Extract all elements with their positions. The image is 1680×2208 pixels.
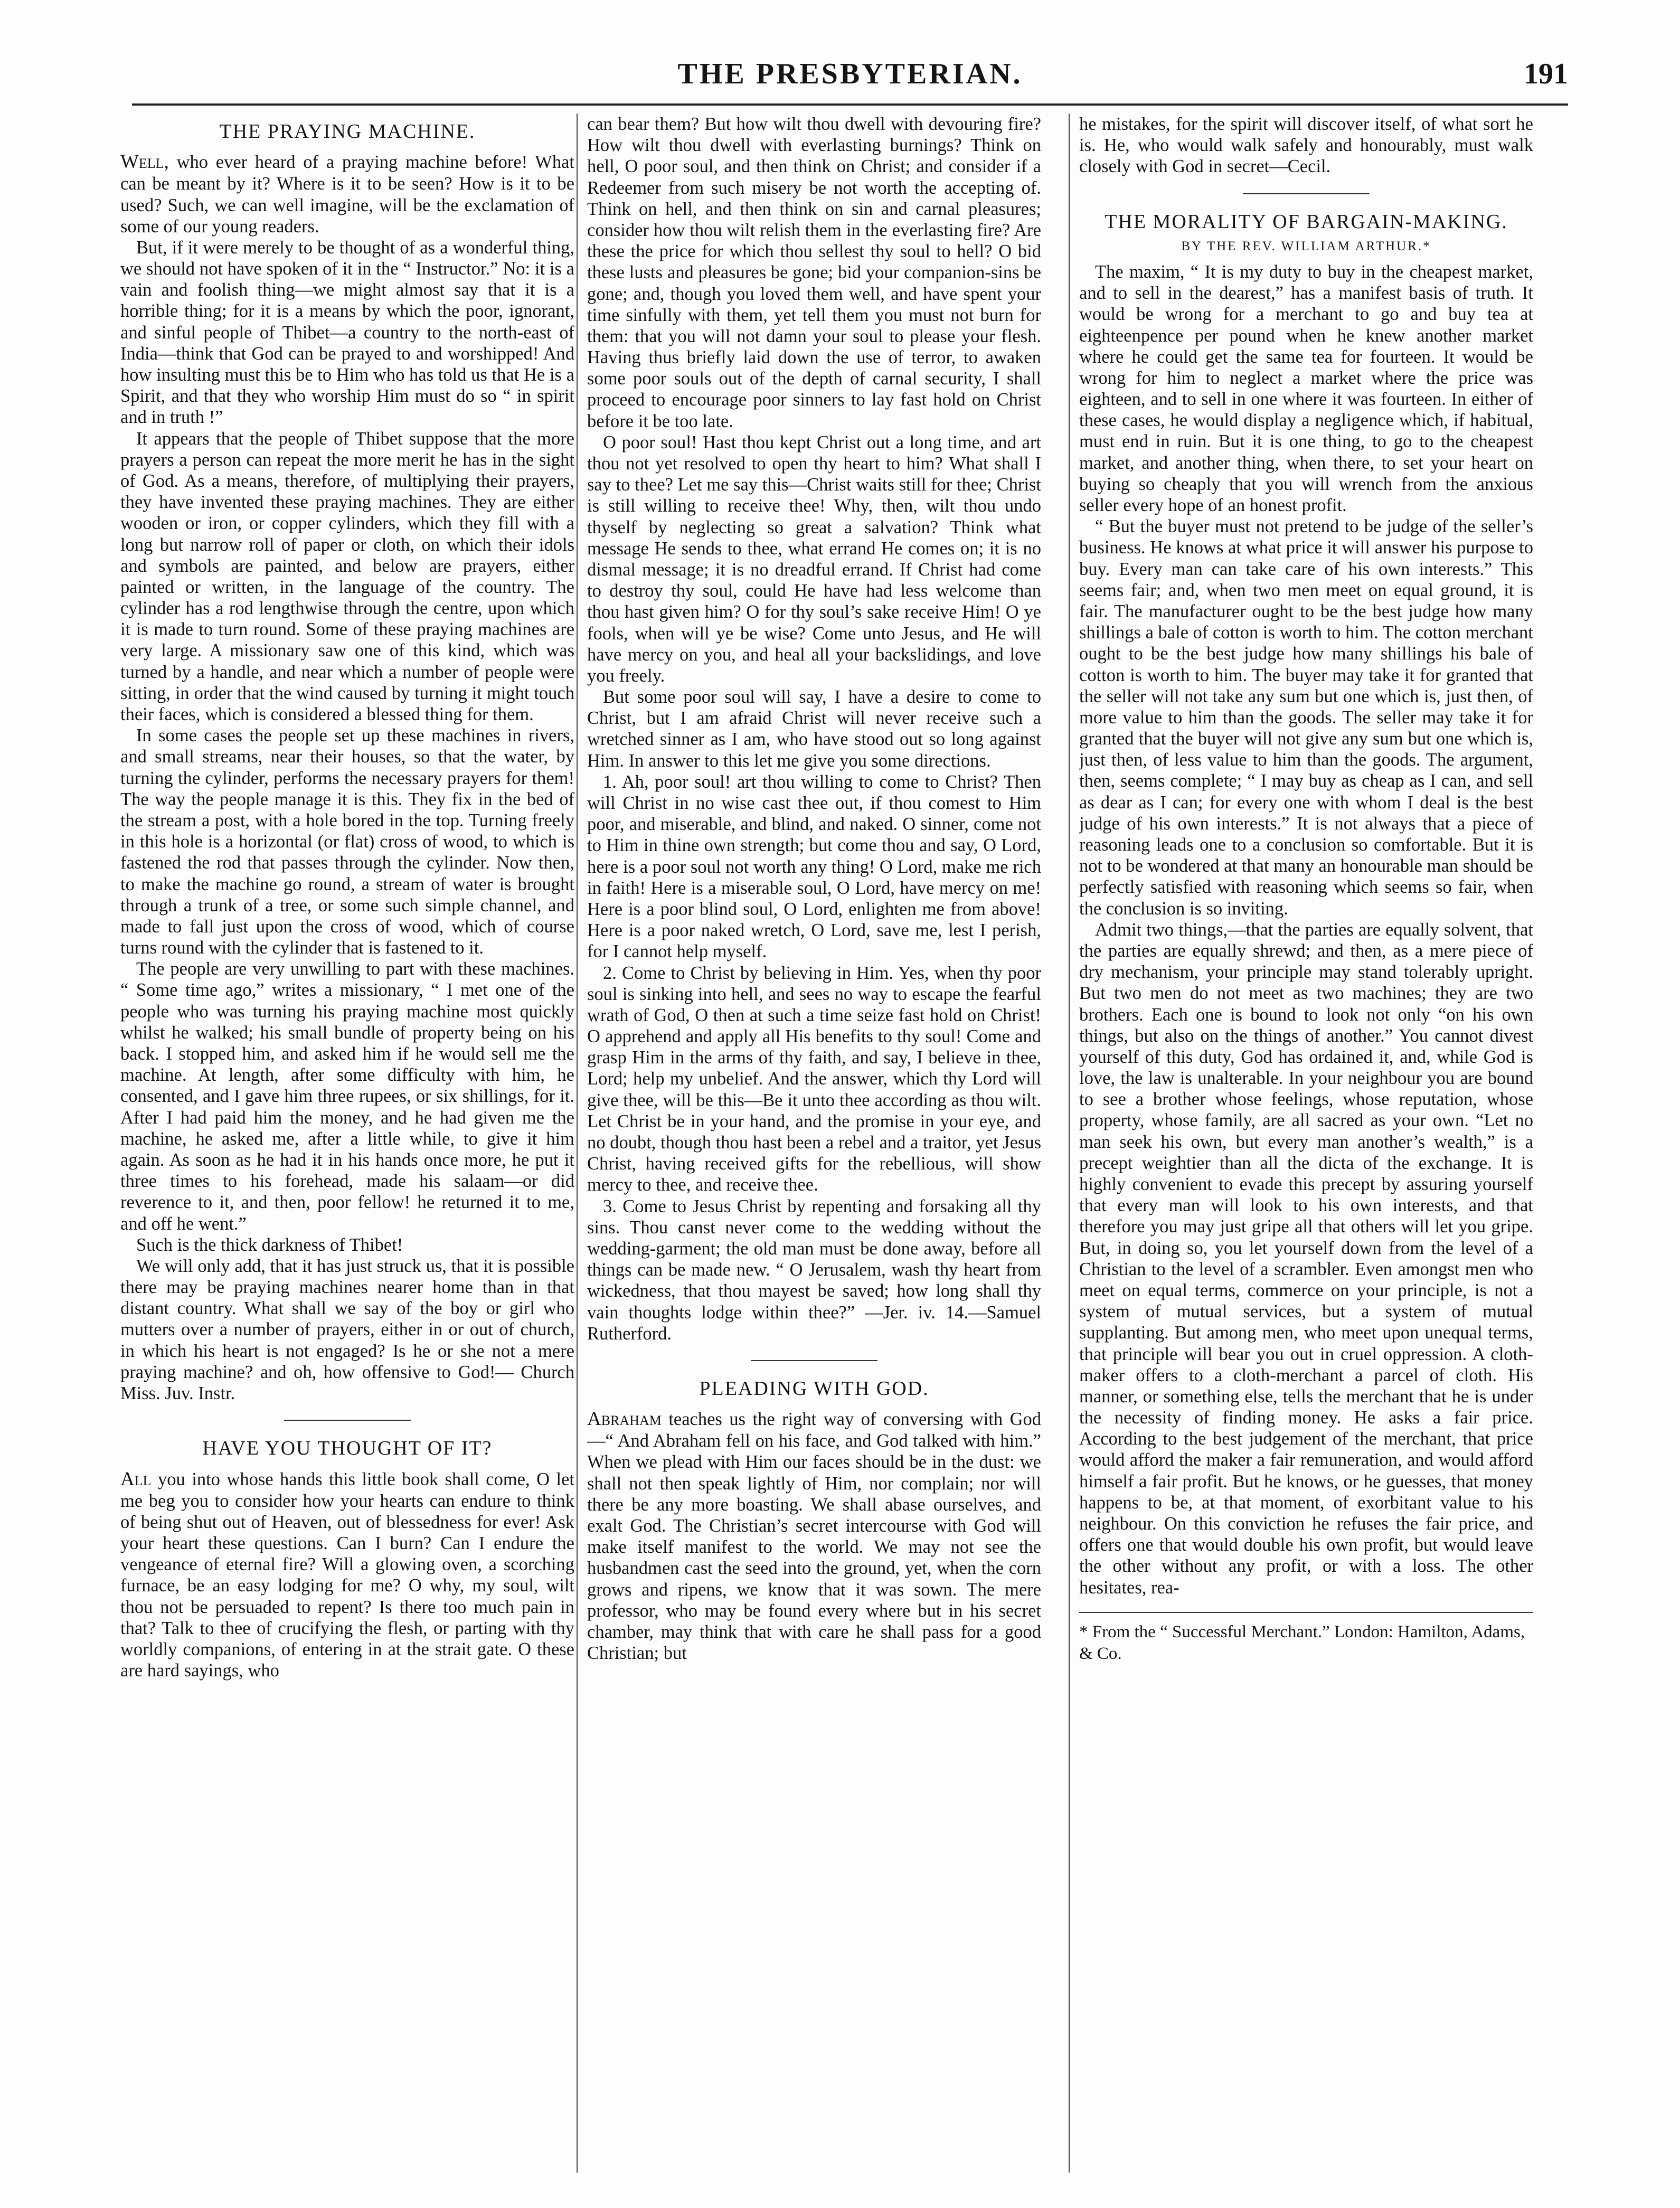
paragraph: The people are very unwilling to part with these machines. “ Some time ago,” writes a missionary, “ I met one of the people who was turning his praying machine most quickly whilst he walked; his small bundle of property being on his back. I stopped him, and asked him if he would sell me the machine. At length, after some difficulty with him, he consented, and I gave him three rupees, or six shillings, for it. After I had paid him the money, and he had given me the machine, he asked me, after a little while, to give it him again. As soon as he had it in his hands once more, he put it three times to his forehead, made his salaam—or did reverence to it, and then, poor fellow! he returned it to me, and off he went.” bbox=[120, 959, 574, 1234]
paragraph: The maxim, “ It is my duty to buy in the cheapest market, and to sell in the dearest,” has a manifest basis of truth. It would be wrong for a merchant to go and buy tea at eighteenpence per pound when he knew another market where he could get the same tea for fourteen. It would be wrong for him to neglect a market where the price was eighteen, and to sell in one where it was fourteen. In either of these cases, he would display a negligence which, if habitual, must end in ruin. But it is one thing, to go to the cheapest market, and another thing, when there, to set your heart on buying so cheaply that you will wrench from the anxious seller every hope of an honest profit. bbox=[1079, 261, 1533, 516]
paragraph: O poor soul! Hast thou kept Christ out a long time, and art thou not yet resolved to open thy heart to him? What shall I say to thee? Let me say this—Christ waits still for thee; Christ is still willing to receive thee! Why, then, wilt thou undo thyself by neglecting so great a salvation? Think what message He sends to thee, what errand He comes on; it is no dismal message; it is no dreadful errand. If Christ had come to destroy thy soul, could He have had less welcome than thou hast given him? O for thy soul’s sake receive Him! O ye fools, when will ye be wise? Come unto Jesus, and He will have mercy on you, and heal all your backslidings, and love you freely. bbox=[587, 432, 1041, 686]
footnote-rule bbox=[1079, 1612, 1533, 1613]
column-right bbox=[1079, 114, 1533, 2183]
paragraph-text: teaches us the right way of conversing with God—“ And Abraham fell on his face, and God talked with him.” When we plead with Him our faces should be in the dust: we shall not then speak lightly of Him, nor complain; nor will there be any more boasting. We shall abase ourselves, and exalt God. The Christian’s secret intercourse with God will make itself manifest to the world. We may not see the husbandmen cast the seed into the ground, yet, when the corn grows and ripens, we know that it was sown. The mere professor, who may be found every where but in his secret chamber, may think that with care he shall pass for a good Christian; but bbox=[587, 1409, 1041, 1664]
paragraph-text: who ever heard of a praying machine before! What can be meant by it? Where is it to be seen? How is it to be used? Such, we can well imagine, will be the exclamation of some of our young readers. bbox=[120, 152, 574, 237]
paragraph: he mistakes, for the spirit will discover itself, of what sort he is. He, who would walk safely and honourably, must walk closely with God in secret—Cecil. bbox=[1079, 114, 1533, 177]
paragraph: 3. Come to Jesus Christ by repenting and forsaking all thy sins. Thou canst never come to the wedding without the wedding-garment; the old man must be done away, before all things can be made new. “ O Jerusalem, wash thy heart from wickedness, that thou mayest be saved; how long shall thy vain thoughts lodge within thee?” —Jer. iv. 14.—Samuel Rutherford. bbox=[587, 1196, 1041, 1344]
column-middle bbox=[587, 114, 1041, 2183]
paragraph: can bear them? But how wilt thou dwell with devouring fire? How wilt thou dwell with everlasting burnings? Think on hell, O poor soul, and then think on Christ; and consider if a Redeemer from such misery be not worth the accepting of. Think on hell, and then think on sin and carnal pleasures; consider how thou wilt relish them in the everlasting fire? Are these the price for which thou sellest thy soul to hell? O bid these lusts and pleasures be gone; bid your companion-sins be gone; and, though you loved them well, and have spent your time sinfully with them, yet tell them you must not burn for them: that you will not damn your soul to please your flesh. Having thus briefly laid down the use of terror, to awaken some poor souls out of the depth of carnal security, I shall proceed to encourage poor sinners to lay fast hold on Christ before it be too late. bbox=[587, 114, 1041, 431]
paragraph: “ But the buyer must not pretend to be judge of the seller’s business. He knows at what price it will answer his purpose to buy. Every man can take care of his own interests.” This seems fair; and, when two men meet on equal ground, it is fair. The manufacturer ought to be the best judge how many shillings a bale of cotton is worth to him. The cotton merchant ought to be the best judge how many shillings his bale of cotton is worth to him. The buyer may take it for granted that the seller will not take any sum but one which is, just then, of more value to him than the goods. The seller may take it for granted that the buyer will not give any sum but one which is, just then, of less value to him than the goods. The argument, then, seems complete; “ I may buy as cheap as I can, and sell as dear as I can; for every one with whom I deal is the best judge of his own interests.” It is not always that a piece of reasoning leads one to a conclusion so comfortable. But it is not to be wondered at that many an honourable man should be perfectly satisfied with reasoning which seems so fair, when the conclusion is so inviting. bbox=[1079, 516, 1533, 919]
header-rule bbox=[132, 103, 1568, 106]
column-separator bbox=[577, 114, 578, 2173]
paragraph: 1. Ah, poor soul! art thou willing to come to Christ? Then will Christ in no wise cast thee out, if thou comest to Him poor, and miserable, and blind, and naked. O sinner, come not to Him in thine own strength; but come thou and say, O Lord, here is a poor soul not worth any thing! O Lord, make me rich in faith! Here is a miserable soul, O Lord, have mercy on me! Here is a poor blind soul, O Lord, enlighten me from above! Here is a poor naked wretch, O Lord, save me, lest I perish, for I cannot help myself. bbox=[587, 771, 1041, 962]
footnote: * From the “ Successful Merchant.” London: Hamilton, Adams, & Co. bbox=[1079, 1622, 1525, 1664]
column-separator bbox=[1069, 114, 1070, 2173]
section-divider bbox=[751, 1360, 877, 1361]
paragraph bbox=[587, 1408, 1041, 1664]
journal-title: THE PRESBYTERIAN. bbox=[677, 58, 1023, 90]
section-divider bbox=[1243, 193, 1370, 194]
paragraph: But, if it were merely to be thought of as a wonderful thing, we should not have spoken of it in the “ Instructor.” No: it is a vain and foolish thing—we might almost say that it is a horrible thing; for it is a means by which the poor, ignorant, and sinful people of Thibet—a country to the north-east of India—think that God can be prayed to and worshipped! And how insulting must this be to Him who has told us that He is a Spirit, and that they who worship Him must do so “ in spirit and in truth !” bbox=[120, 237, 574, 428]
page-number: 191 bbox=[1524, 58, 1568, 90]
paragraph: In some cases the people set up these machines in rivers, and small streams, near their houses, so that the water, by turning the cylinder, performs the necessary prayers for them! The way the people manage it is this. They fix in the bed of the stream a post, with a hole bored in the top. Turning freely in this hole is a horizontal (or flat) cross of wood, to which is fastened the rod that passes through the cylinder. Now then, to make the machine go round, a stream of water is brought through a trunk of a tree, or some such simple channel, and made to fall just upon the cross of wood, which of course turns round with the cylinder that is fastened to it. bbox=[120, 725, 574, 958]
paragraph bbox=[120, 150, 574, 237]
article-title-bargain-making: THE MORALITY OF BARGAIN-MAKING. bbox=[1105, 210, 1508, 233]
paragraph: We will only add, that it has just struck us, that it is possible there may be praying machines nearer home than in that distant country. What shall we say of the boy or girl who mutters over a number of prayers, either in or out of church, in which his heart is not engaged? Is he or she not a mere praying machine? and oh, how offensive to God!— Church Miss. Juv. Instr. bbox=[120, 1256, 574, 1404]
paragraph: Such is the thick darkness of Thibet! bbox=[136, 1234, 403, 1255]
article-title-praying-machine: THE PRAYING MACHINE. bbox=[219, 120, 476, 143]
paragraph bbox=[120, 1468, 574, 1682]
paragraph-text: you into whose hands this little book shall come, O let me beg you to consider how your hearts can endure to think of being shut out of Heaven, out of blessedness for ever! Ask your heart these questions. Can I burn? Can I endure the vengeance of eternal fire? Will a glowing oven, a scorching furnace, be an easy lodging for me? O why, my soul, wilt thou not be persuaded to repent? Is there too much pain in that? Talk to thee of crucifying the flesh, or parting with thy worldly companions, of entering in at the strait gate. O these are hard sayings, who bbox=[120, 1469, 574, 1681]
article-title-have-you-thought: HAVE YOU THOUGHT OF IT? bbox=[202, 1437, 493, 1460]
paragraph: 2. Come to Christ by believing in Him. Yes, when thy poor soul is sinking into hell, and sees no way to escape the fearful wrath of God, O then at such a time seize fast hold on Christ! O apprehend and apply all His benefits to thy soul! Come and grasp Him in the arms of thy faith, and say, I believe in thee, Lord; help my unbelief. And the answer, which thy Lord will give thee, will be this—Be it unto thee according as thou wilt. Let Christ be in your hand, and the promise in your eye, and no doubt, though thou hast been a rebel and a traitor, yet Jesus Christ, having received gifts for the rebellious, will show mercy to thee, and receive thee. bbox=[587, 963, 1041, 1195]
article-byline: BY THE REV. WILLIAM ARTHUR.* bbox=[1181, 239, 1431, 253]
paragraph: It appears that the people of Thibet suppose that the more prayers a person can repeat the more merit he has in the sight of God. As a means, therefore, of multiplying their prayers, they have invented these praying machines. They are either wooden or iron, or copper cylinders, which they fill with a long but narrow roll of paper or cloth, on which their idols and symbols are painted, and below are prayers, either painted or written, in the language of the country. The cylinder has a rod lengthwise through the centre, upon which it is made to turn round. Some of these praying machines are very large. A missionary saw one of this kind, which was turned by a handle, and near which a number of people were sitting, in order that the wind caused by turning it might touch their faces, which is considered a blessed thing for them. bbox=[120, 428, 574, 725]
section-divider bbox=[284, 1420, 411, 1421]
lead-word: Well, bbox=[120, 151, 169, 173]
column-left bbox=[120, 114, 574, 2183]
lead-word: Abraham bbox=[587, 1408, 662, 1430]
article-title-pleading-with-god: PLEADING WITH GOD. bbox=[699, 1377, 929, 1400]
paragraph: But some poor soul will say, I have a desire to come to Christ, but I am afraid Christ will never receive such a wretched sinner as I am, who have stood out so long against Him. In answer to this let me give you some directions. bbox=[587, 687, 1041, 771]
running-header bbox=[132, 57, 1568, 99]
lead-word: All bbox=[120, 1468, 152, 1490]
paragraph: Admit two things,—that the parties are equally solvent, that the parties are equally shrewd; and then, as a mere piece of dry mechanism, your principle may stand tolerably upright. But two men do not meet as two machines; they are two brothers. Each one is bound to look not only “on his own things, but also on the things of another.” You cannot divest yourself of this duty, God has ordained it, and, while God is love, the law is unalterable. In your neighbour you are bound to see a brother whose feelings, whose reputation, whose property, whose family, are all sacred as your own. “Let no man seek his own, but every man another’s wealth,” is a precept weightier than all the dicta of the exchange. It is highly convenient to evade this precept by assuring yourself that every man will look to his own interests, and that therefore you may just gripe all that others will let you gripe. But, in doing so, you let yourself down from the level of a Christian to the level of a scrambler. Even amongst men who meet on equal terms, commerce on your principle, is not a system of mutual services, but a system of mutual supplanting. But among men, who meet upon unequal terms, that principle will bear you out in cruel oppression. A cloth-maker offers to a cloth-merchant a parcel of cloth. His manner, or something else, tells the merchant that he is under the necessity of finding money. He asks a fair price. According to the best judgement of the merchant, that price would afford the maker a fair remuneration, and would afford himself a fair profit. But he knows, or he guesses, that money happens to be, at that moment, of exorbitant value to his neighbour. On this conviction he refuses the fair price, and offers one that would double his own profit, but would leave the other without any profit, or with a loss. The other hesitates, rea- bbox=[1079, 919, 1533, 1598]
